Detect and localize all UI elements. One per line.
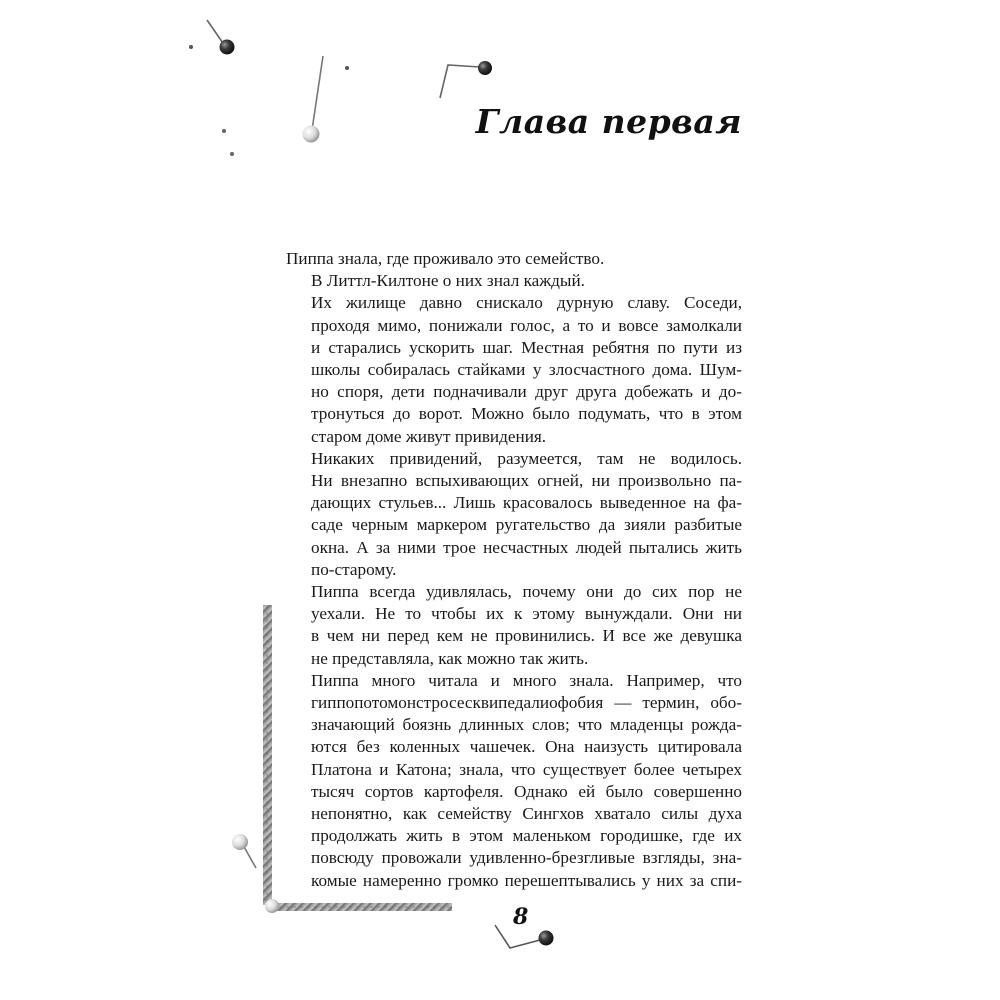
chapter-title: Глава первая xyxy=(475,102,742,141)
text-line: и старались ускорить шаг. Местная ребятня по пути из xyxy=(311,337,742,357)
text-line: окна. А за ними трое несчастных людей пытались жить xyxy=(311,537,742,557)
page-number: 8 xyxy=(513,904,529,930)
text-line: гиппопотомонстросесквипедалиофобия — термин, обо- xyxy=(311,693,742,713)
text-line: Пиппа знала, где проживало это семейство. xyxy=(286,249,605,268)
text-line: Пиппа всегда удивлялась, почему они до сих пор не xyxy=(311,582,742,602)
text-line: Ни внезапно вспыхивающих огней, ни произвольно па- xyxy=(311,471,742,491)
text-line: проходя мимо, понижали голос, а то и вовсе замолкали xyxy=(311,315,742,335)
text-line: по-старому. xyxy=(311,559,397,579)
paragraph xyxy=(286,448,742,581)
text-line: в чем ни перед кем не провинились. И все же девушка xyxy=(311,626,742,646)
text-line: Их жилище давно снискало дурную славу. Соседи, xyxy=(311,293,742,313)
paragraph xyxy=(286,292,742,447)
pin-icon xyxy=(265,899,279,913)
paragraph xyxy=(286,670,742,892)
text-line: тронуться до ворот. Можно было подумать, что в этом xyxy=(311,404,742,424)
pin-icon xyxy=(440,61,492,98)
text-line: старом доме живут привидения. xyxy=(311,426,547,446)
paragraph xyxy=(286,270,742,292)
text-line: не представляла, как можно так жить. xyxy=(311,648,589,668)
text-line: повсюду провожали удивленно-брезгливые взгляды, зна- xyxy=(311,848,742,868)
text-line: дающих стульев... Лишь красовалось выведенное на фа- xyxy=(311,493,742,513)
text-line: уехали. Не то чтобы их к этому вынуждали. Они ни xyxy=(311,604,742,624)
text-line: комые намеренно громко перешептывались у них за спи- xyxy=(311,870,742,890)
text-line: тысяч сортов картофеля. Однако ей было совершенно xyxy=(311,781,742,801)
text-line: продолжать жить в этом маленьком городишке, где их xyxy=(311,826,742,846)
text-line: значающий боязнь длинных слов; что младенцы рожда- xyxy=(311,715,742,735)
text-line: школы собиралась стайками у злосчастного дома. Шум- xyxy=(311,360,742,380)
text-line: Пиппа много читала и много знала. Например, что xyxy=(311,670,742,690)
text-line: ются без коленных чашечек. Она наизусть цитировала xyxy=(311,737,742,757)
text-line: Никаких привидений, разумеется, там не водилось. xyxy=(311,448,742,468)
text-line: В Литтл-Килтоне о них знал каждый. xyxy=(311,271,585,291)
pin-icon xyxy=(207,20,235,55)
pin-icon xyxy=(303,56,324,143)
dust-dots xyxy=(189,45,349,156)
text-line: Платона и Катона; знала, что существует более четырех xyxy=(311,759,742,779)
text-line: непонятно, как семейству Сингхов хватало силы духа xyxy=(311,804,742,824)
paragraph xyxy=(286,248,742,270)
paragraph xyxy=(286,581,742,670)
pin-icon xyxy=(232,834,256,868)
text-line: но споря, дети подначивали друг друга добежать и до- xyxy=(311,382,742,402)
text-line: саде черным маркером ругательство да зияли разбитые xyxy=(311,515,742,535)
body-text xyxy=(286,248,742,892)
